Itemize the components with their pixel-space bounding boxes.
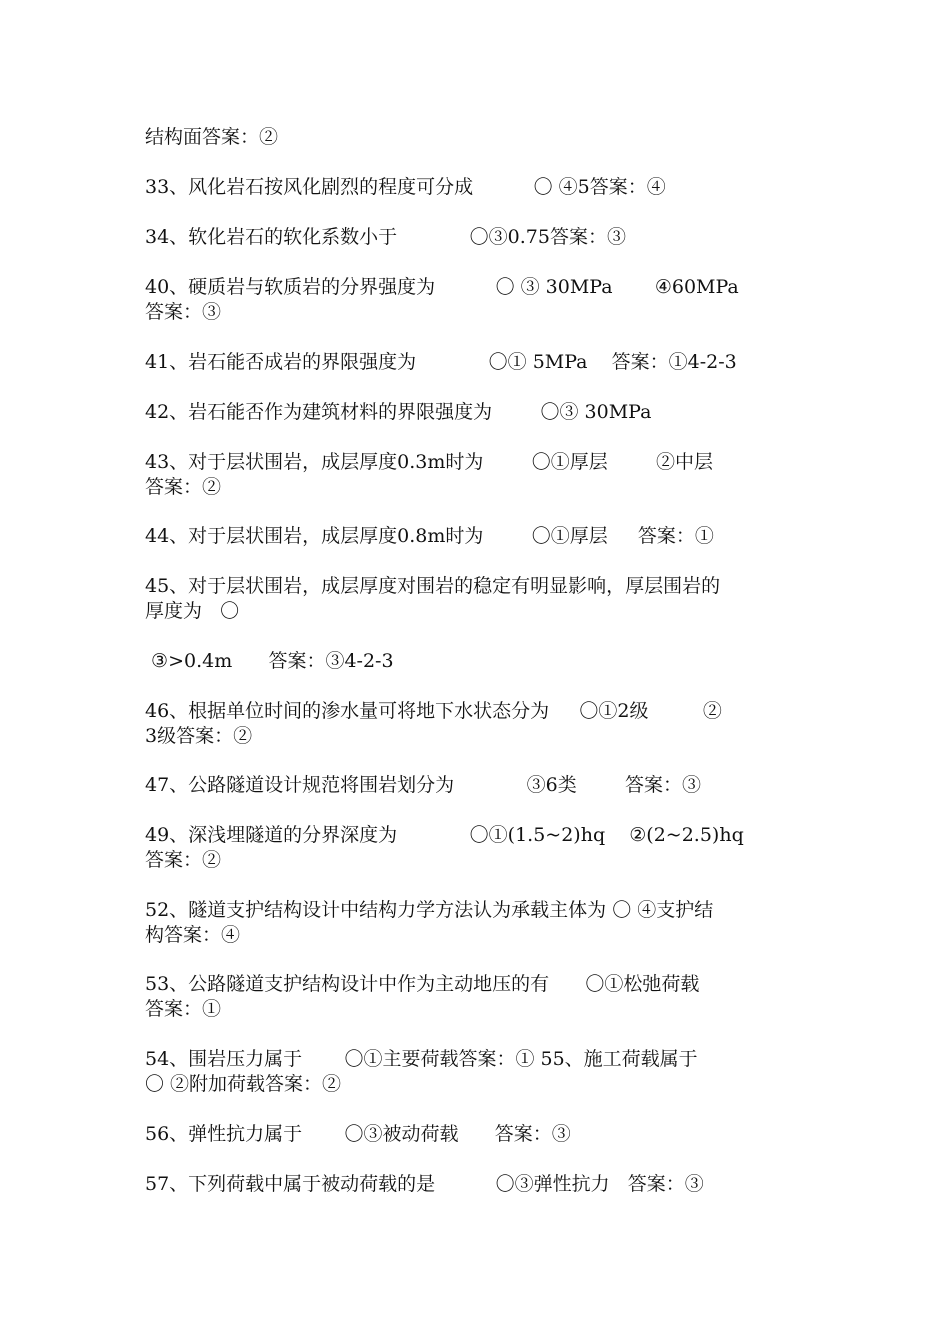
text-line: 53、公路隧道支护结构设计中作为主动地压的有 〇①松弛荷载: [145, 973, 700, 995]
text-line: 47、公路隧道设计规范将围岩划分为 ③6类 答案：③: [145, 774, 702, 796]
text-line: 41、岩石能否成岩的界限强度为 〇① 5MPa 答案：①4-2-3: [145, 351, 737, 373]
text-line: 56、弹性抗力属于 〇③被动荷载 答案：③: [145, 1123, 571, 1145]
text-line: 52、隧道支护结构设计中结构力学方法认为承载主体为 〇 ④支护结: [145, 899, 714, 921]
text-line: 57、下列荷载中属于被动荷载的是 〇③弹性抗力 答案：③: [145, 1173, 704, 1195]
text-line: 答案：②: [145, 849, 222, 871]
text-line: 答案：①: [145, 998, 222, 1020]
text-line: 〇 ②附加荷载答案：②: [145, 1073, 342, 1095]
text-line: 3级答案：②: [145, 725, 253, 747]
text-line: 答案：②: [145, 476, 222, 498]
text-line: 构答案：④: [145, 924, 241, 946]
text-line: 45、对于层状围岩，成层厚度对围岩的稳定有明显影响，厚层围岩的: [145, 575, 721, 597]
text-line: 54、围岩压力属于 〇①主要荷载答案：① 55、施工荷载属于: [145, 1048, 698, 1070]
text-line: 49、深浅埋隧道的分界深度为 〇①(1.5~2)hq ②(2~2.5)hq: [145, 824, 744, 846]
text-line: 34、软化岩石的软化系数小于 〇③0.75答案：③: [145, 226, 626, 248]
text-line: 40、硬质岩与软质岩的分界强度为 〇 ③ 30MPa ④60MPa: [145, 276, 739, 298]
text-line: 厚度为 〇: [145, 600, 240, 622]
text-line: 33、风化岩石按风化剧烈的程度可分成 〇 ④5答案：④: [145, 176, 666, 198]
text-line: 46、根据单位时间的渗水量可将地下水状态分为 〇①2级 ②: [145, 700, 722, 722]
text-line: 42、岩石能否作为建筑材料的界限强度为 〇③ 30MPa: [145, 401, 652, 423]
text-line: 43、对于层状围岩，成层厚度0.3m时为 〇①厚层 ②中层: [145, 451, 714, 473]
text-line: 答案：③: [145, 301, 222, 323]
text-line: 44、对于层状围岩，成层厚度0.8m时为 〇①厚层 答案：①: [145, 525, 714, 547]
text-line: ③>0.4m 答案：③4-2-3: [145, 650, 394, 672]
text-line: 结构面答案：②: [145, 126, 279, 148]
